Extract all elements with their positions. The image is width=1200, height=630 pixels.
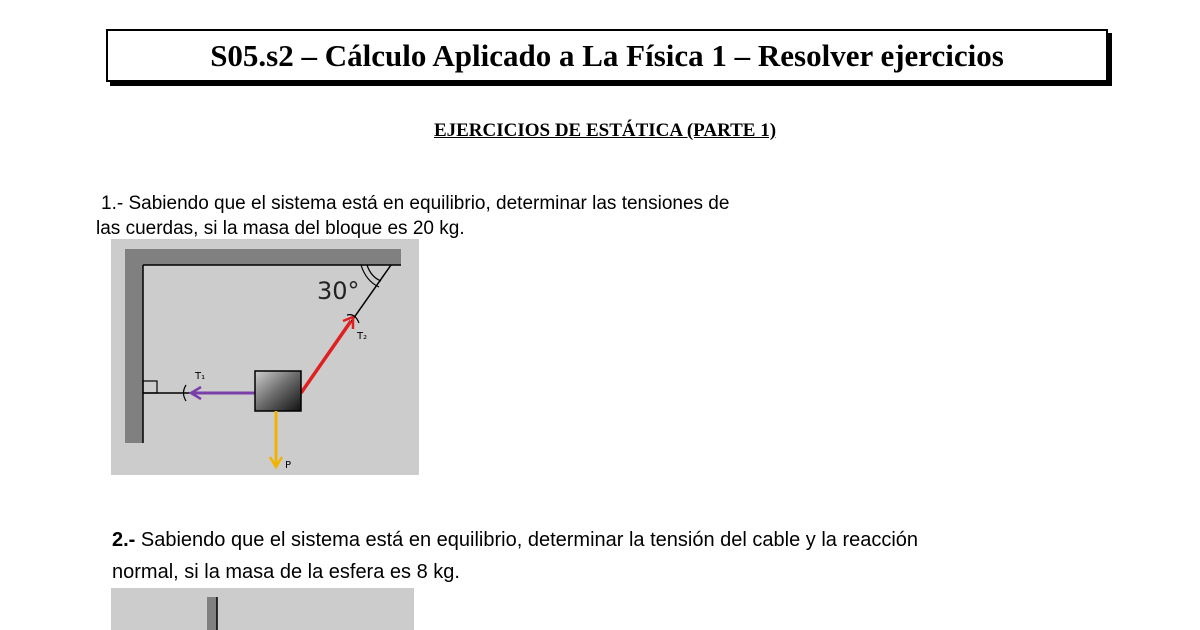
- block: [255, 371, 301, 411]
- exercise-2-text-1: Sabiendo que el sistema está en equilibrio, determinar la tensión del cable y la reacción: [140, 529, 919, 551]
- ceiling: [125, 249, 401, 265]
- t2-label: T₂: [357, 331, 368, 342]
- exercise-1-figure: [111, 239, 419, 475]
- exercise-1-text-1: Sabiendo que el sistema está en equilibrio, determinar las tensiones de: [128, 193, 730, 214]
- exercise-1-line-1: [101, 193, 729, 215]
- title-box: [106, 29, 1108, 82]
- exercise-1-number: 1.-: [101, 193, 124, 214]
- p-label: P: [285, 460, 292, 471]
- exercise-2-number: 2.-: [112, 529, 136, 551]
- angle-label: 30°: [317, 277, 360, 305]
- t1-label: T₁: [195, 371, 206, 382]
- wall: [125, 249, 143, 443]
- exercise-1-line-2: las cuerdas, si la masa del bloque es 20 kg.: [96, 218, 465, 239]
- section-subtitle: EJERCICIOS DE ESTÁTICA (PARTE 1): [433, 120, 777, 141]
- exercise-2-figure: [111, 588, 414, 630]
- exercise-2-line-1: [112, 529, 918, 552]
- figure-2-wall: [207, 597, 217, 630]
- figure-2-background: [111, 588, 414, 630]
- figure-1-background: [111, 239, 419, 475]
- page-title: S05.s2 – Cálculo Aplicado a La Física 1 – Resolver ejercicios: [210, 37, 1004, 73]
- exercise-2-line-2: normal, si la masa de la esfera es 8 kg.: [112, 561, 460, 583]
